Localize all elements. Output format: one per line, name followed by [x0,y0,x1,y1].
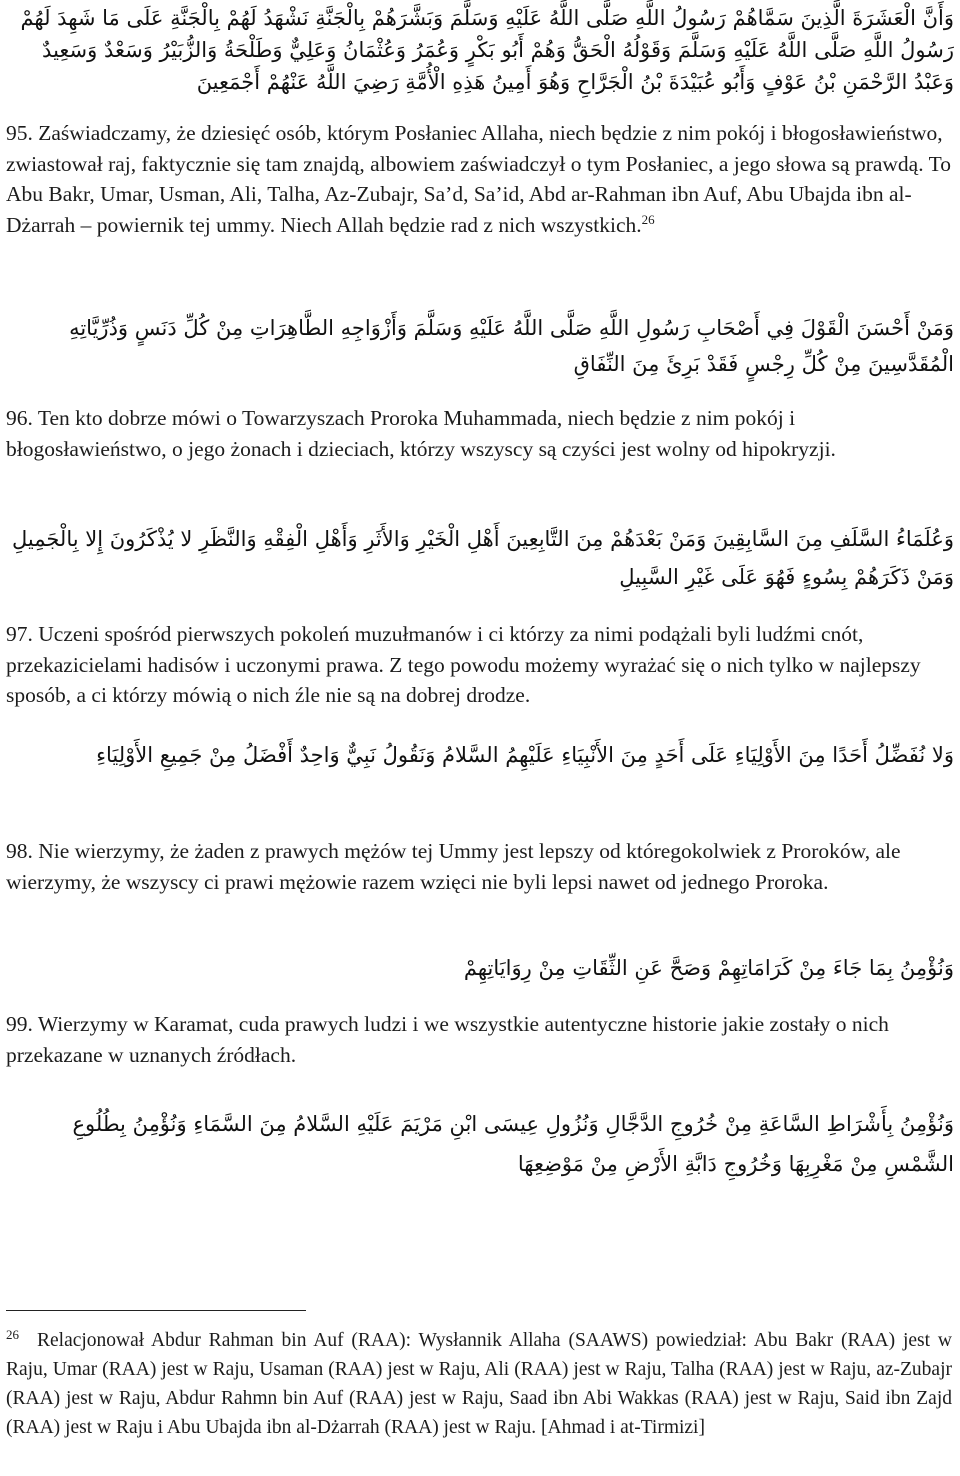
paragraph-96: 96. Ten kto dobrze mówi o Towarzyszach Proroka Muhammada, niech będzie z nim pokój i błogosławieństwo, o jego żonach i dzieciach, którzy wszyscy są czyści jest wolny od hipokryzji. [6,406,836,461]
paragraph-97: 97. Uczeni spośród pierwszych pokoleń muzułmanów i ci którzy za nimi podążali byli ludźmi cnót, przekazicielami hadisów i uczonymi prawa. Z tego powodu możemy wyrażać się o nich tylko w najlepszy sposób, a ci którzy mówią o nich źle nie są na dobrej drodze. [6,622,921,707]
arabic-text-intro: وَأَنَّ الْعَشَرَةَ الَّذِينَ سَمَّاهُمْ رَسُولُ اللَّهِ صَلَّى اللَّهُ عَلَيْهِ وَسَلَّمَ وَبَشَّرَهُمْ بِالْجَنَّةِ نَشْهَدُ لَهُمْ بِالْجَنَّةِ عَلَى مَا شَهِدَ لَهُمْ رَسُولُ اللَّهِ صَلَّى اللَّهُ عَلَيْهِ وَسَلَّمَ وَقَوْلُهُ الْحَقُّ وَهُمْ أَبُو بَكْرٍ وَعُمَرُ وَعُثْمَانُ وَعَلِيٌّ وَطَلْحَةُ وَالزُّبَيْرُ وَسَعْدٌ وَسَعِيدٌ وَعَبْدُ الرَّحْمَنِ بْنُ عَوْفٍ وَأَبُو عُبَيْدَةَ بْنُ الْجَرَّاحِ وَهُوَ أَمِينُ هَذِهِ الْأُمَّةِ رَضِيَ اللَّهُ عَنْهُمْ أَجْمَعِينَ [20,6,954,94]
arabic-text-97: وَعُلَمَاءُ السَّلَفِ مِنَ السَّابِقِينَ وَمَنْ بَعْدَهُمْ مِنَ التَّابِعِينَ أَهْلِ الْخَيْرِ وَالأَثَرِ وَأَهْلِ الْفِقْهِ وَالنَّظَرِ لا يُذْكَرُونَ إِلا بِالْجَمِيلِ وَمَنْ ذَكَرَهُمْ بِسُوءٍ فَهُوَ عَلَى غَيْرِ السَّبِيلِ [12,527,954,589]
paragraph-99: 99. Wierzymy w Karamat, cuda prawych ludzi i we wszystkie autentyczne historie jakie zostały o nich przekazane w uznanych źródłach. [6,1012,889,1067]
footnote-text: Relacjonował Abdur Rahman bin Auf (RAA): Wysłannik Allaha (SAAWS) powiedział: Abu Bakr (RAA) jest w Raju, Umar (RAA) jest w Raju, Usaman (RAA) jest w Raju, Ali (RAA) jest w Raju, Talha (RAA) jest w Raju, az-Zubajr (RAA) jest w Raju, Abdur Rahmn bin Auf (RAA) jest w Raju, Saad ibn Abi Wakkas (RAA) jest w Raju, Said ibn Zajd (RAA) jest w Raju i Abu Ubajda ibn al-Dżarrah (RAA) jest w Raju. [Ahmad i at-Tirmizi] [6,1330,952,1438]
footnote-separator [6,1310,306,1311]
footnote-ref-26[interactable]: 26 [641,211,655,227]
paragraph-98: 98. Nie wierzymy, że żaden z prawych mężów tej Ummy jest lepszy od któregokolwiek z Proroków, ale wierzymy, że wszyscy ci prawi mężowie razem wzięci nie byli lepsi nawet od jednego Proroka. [6,839,901,894]
paragraph-95 [6,118,952,240]
arabic-text-96: وَمَنْ أَحْسَنَ الْقَوْلَ فِي أَصْحَابِ رَسُولِ اللَّهِ صَلَّى اللَّهُ عَلَيْهِ وَسَلَّمَ وَأَزْوَاجِهِ الطَّاهِرَاتِ مِنْ كُلِّ دَنَسٍ وَذُرِّيَّاتِهِ الْمُقَدَّسِينَ مِنْ كُلِّ رِجْسٍ فَقَدْ بَرِئَ مِنَ النِّفَاقِ [69,316,954,376]
footnote-26 [6,1326,952,1442]
arabic-text-99: وَنُؤْمِنُ بِمَا جَاءَ مِنْ كَرَامَاتِهِمْ وَصَحَّ عَنِ الثِّقَاتِ مِنْ رِوَايَاتِهِمْ [463,956,954,980]
arabic-text-100: وَنُؤْمِنُ بِأَشْرَاطِ السَّاعَةِ مِنْ خُرُوجِ الدَّجَّالِ وَنُزُولِ عِيسَى ابْنِ مَرْيَمَ عَلَيْهِ السَّلامُ مِنَ السَّمَاءِ وَنُؤْمِنُ بِطُلُوعِ الشَّمْسِ مِنْ مَغْرِبِهَا وَخُرُوجِ دَابَّةِ الأَرْضِ مِنْ مَوْضِعِهَا [72,1112,954,1176]
paragraph-95-text: 95. Zaświadczamy, że dziesięć osób, którym Posłaniec Allaha, niech będzie z nim pokój i błogosławieństwo, zwiastował raj, faktycznie się tam znajdą, albowiem zaświadczył o tym Posłaniec, a jego słowa są prawdą. To Abu Bakr, Umar, Usman, Ali, Talha, Az-Zubajr, Sa’d, Sa’id, Abd ar-Rahman ibn Auf, Abu Ubajda ibn al-Dżarrah – powiernik tej ummy. Niech Allah będzie rad z nich wszystkich. [6,121,951,237]
arabic-text-98: وَلا نُفَضِّلُ أَحَدًا مِنَ الأَوْلِيَاءِ عَلَى أَحَدٍ مِنَ الأَنْبِيَاءِ عَلَيْهِمُ السَّلامُ وَنَقُولُ نَبِيٌّ وَاحِدٌ أَفْضَلُ مِنْ جَمِيعِ الأَوْلِيَاءِ [96,743,954,767]
footnote-number: 26 [6,1326,19,1342]
